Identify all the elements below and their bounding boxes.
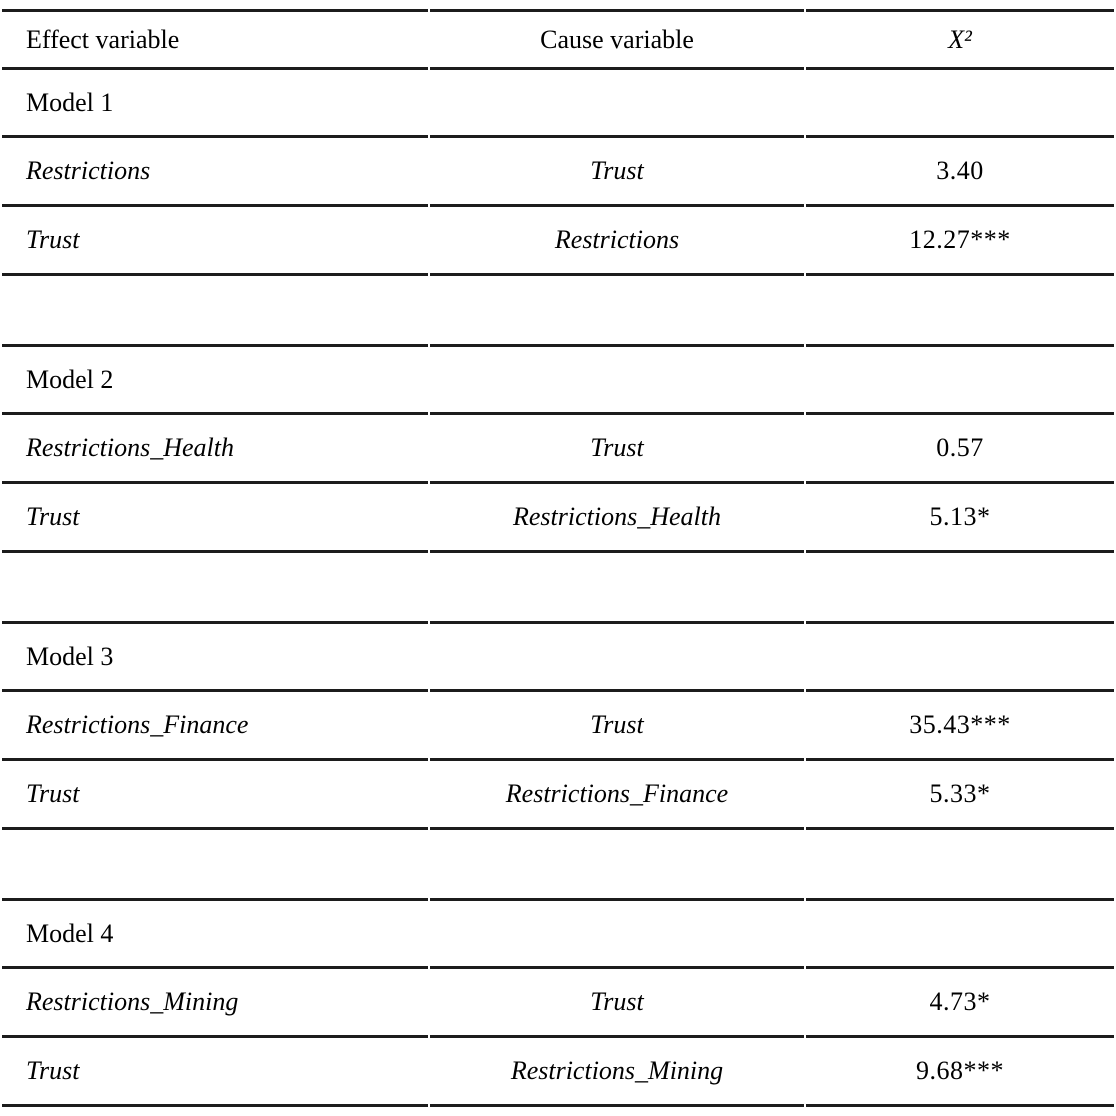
- chi-square-value-cell: 5.33*: [806, 761, 1114, 830]
- spacer-cell: [430, 276, 804, 344]
- effect-variable-cell: Trust: [2, 484, 428, 553]
- chi-square-value-cell: 35.43***: [806, 692, 1114, 761]
- spacer-row: [2, 553, 1114, 621]
- empty-cell: [806, 344, 1114, 415]
- cause-variable-cell: Trust: [430, 692, 804, 761]
- spacer-cell: [430, 830, 804, 898]
- cause-variable-cell: Restrictions_Mining: [430, 1038, 804, 1107]
- model-2-heading-row: [2, 344, 1114, 415]
- effect-variable-cell: Restrictions_Mining: [2, 969, 428, 1038]
- table-row: [2, 207, 1114, 276]
- empty-cell: [430, 344, 804, 415]
- empty-cell: [806, 70, 1114, 138]
- cause-variable-cell: Restrictions_Finance: [430, 761, 804, 830]
- spacer-cell: [806, 830, 1114, 898]
- effect-variable-cell: Trust: [2, 207, 428, 276]
- chi-square-value-cell: 12.27***: [806, 207, 1114, 276]
- model-label: Model 4: [2, 898, 428, 969]
- spacer-cell: [2, 276, 428, 344]
- table-header-row: [2, 9, 1114, 70]
- cause-variable-cell: Trust: [430, 969, 804, 1038]
- chi-square-value-cell: 5.13*: [806, 484, 1114, 553]
- effect-variable-cell: Trust: [2, 1038, 428, 1107]
- chi-square-value-cell: 4.73*: [806, 969, 1114, 1038]
- spacer-row: [2, 830, 1114, 898]
- table-row: [2, 415, 1114, 484]
- table-row: [2, 969, 1114, 1038]
- empty-cell: [430, 621, 804, 692]
- spacer-row: [2, 276, 1114, 344]
- model-label: Model 1: [2, 70, 428, 138]
- spacer-cell: [806, 276, 1114, 344]
- spacer-cell: [806, 553, 1114, 621]
- effect-variable-cell: Restrictions_Health: [2, 415, 428, 484]
- effect-variable-cell: Restrictions: [2, 138, 428, 207]
- spacer-cell: [2, 553, 428, 621]
- model-label: Model 3: [2, 621, 428, 692]
- empty-cell: [806, 621, 1114, 692]
- empty-cell: [430, 898, 804, 969]
- table-row: [2, 138, 1114, 207]
- cause-variable-cell: Restrictions: [430, 207, 804, 276]
- spacer-cell: [2, 830, 428, 898]
- model-4-heading-row: [2, 898, 1114, 969]
- model-3-heading-row: [2, 621, 1114, 692]
- granger-causality-table: [0, 9, 1116, 1107]
- column-header-chi-square: X²: [806, 9, 1114, 70]
- effect-variable-cell: Restrictions_Finance: [2, 692, 428, 761]
- cause-variable-cell: Trust: [430, 138, 804, 207]
- model-label: Model 2: [2, 344, 428, 415]
- chi-square-value-cell: 0.57: [806, 415, 1114, 484]
- table-row: [2, 1038, 1114, 1107]
- chi-square-value-cell: 9.68***: [806, 1038, 1114, 1107]
- cause-variable-cell: Restrictions_Health: [430, 484, 804, 553]
- spacer-cell: [430, 553, 804, 621]
- effect-variable-cell: Trust: [2, 761, 428, 830]
- empty-cell: [806, 898, 1114, 969]
- model-1-heading-row: [2, 70, 1114, 138]
- column-header-cause-variable: Cause variable: [430, 9, 804, 70]
- empty-cell: [430, 70, 804, 138]
- cause-variable-cell: Trust: [430, 415, 804, 484]
- table-row: [2, 692, 1114, 761]
- table-row: [2, 761, 1114, 830]
- column-header-effect-variable: Effect variable: [2, 9, 428, 70]
- chi-square-value-cell: 3.40: [806, 138, 1114, 207]
- table-row: [2, 484, 1114, 553]
